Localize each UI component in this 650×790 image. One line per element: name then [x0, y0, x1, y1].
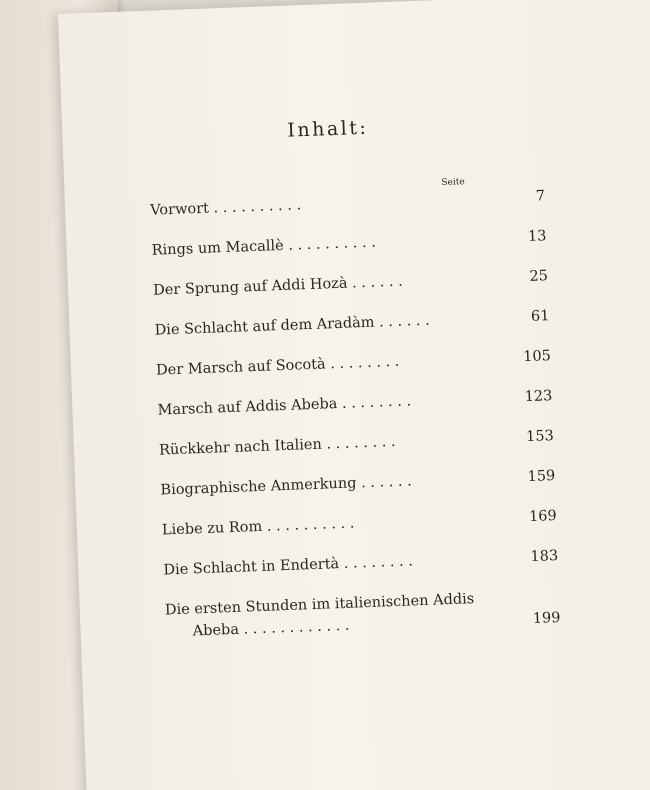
toc-entry-text: Biographische Anmerkung . . . . . . [160, 473, 413, 499]
toc-entry-text: Der Sprung auf Addi Hozà . . . . . . [152, 273, 404, 299]
toc-entry-text: Vorwort . . . . . . . . . . [149, 197, 302, 219]
toc-page-number: 199 [532, 609, 561, 628]
page-column-label: Seite [441, 177, 465, 189]
toc-entry-text: Liebe zu Rom . . . . . . . . . . [161, 515, 355, 539]
toc-entry-text: Abeba . . . . . . . . . . . . [192, 617, 350, 640]
toc-row [159, 428, 555, 464]
toc-row [156, 348, 552, 384]
toc-page-number: 7 [535, 188, 546, 205]
toc-page-number: 105 [522, 348, 552, 366]
toc-row [157, 388, 553, 424]
toc-page-number: 13 [527, 228, 547, 245]
toc-entry-text: Der Marsch auf Socotà . . . . . . . . [155, 353, 400, 379]
toc-entry-text: Marsch auf Addis Abeba . . . . . . . . [157, 393, 412, 419]
table-of-contents-page [58, 0, 650, 790]
toc-page-number: 123 [524, 388, 553, 406]
toc-entry-text: Rings um Macallè . . . . . . . . . . [151, 234, 377, 259]
toc-row [154, 308, 550, 344]
toc-row [160, 468, 556, 504]
toc-entry-text: Rückkehr nach Italien . . . . . . . . [158, 433, 396, 459]
toc-page-number: 183 [530, 548, 559, 566]
toc-page-number: 25 [529, 268, 549, 285]
toc-row [162, 508, 558, 544]
toc-row [151, 228, 547, 264]
toc-title: Inhalt: [287, 116, 369, 142]
toc-page-number: 61 [530, 308, 550, 325]
toc-entry-text: Die Schlacht in Endertà . . . . . . . . [163, 553, 414, 579]
toc-entry-text: Die Schlacht auf dem Aradàm . . . . . . [154, 312, 431, 339]
toc-page-number: 159 [527, 468, 556, 486]
toc-page-number: 153 [525, 428, 555, 446]
toc-row [150, 188, 546, 224]
toc-entry-text: Die ersten Stunden im italienischen Addis [164, 591, 475, 619]
toc-row [163, 548, 559, 584]
toc-row [153, 268, 549, 304]
toc-page-number: 169 [528, 508, 558, 526]
